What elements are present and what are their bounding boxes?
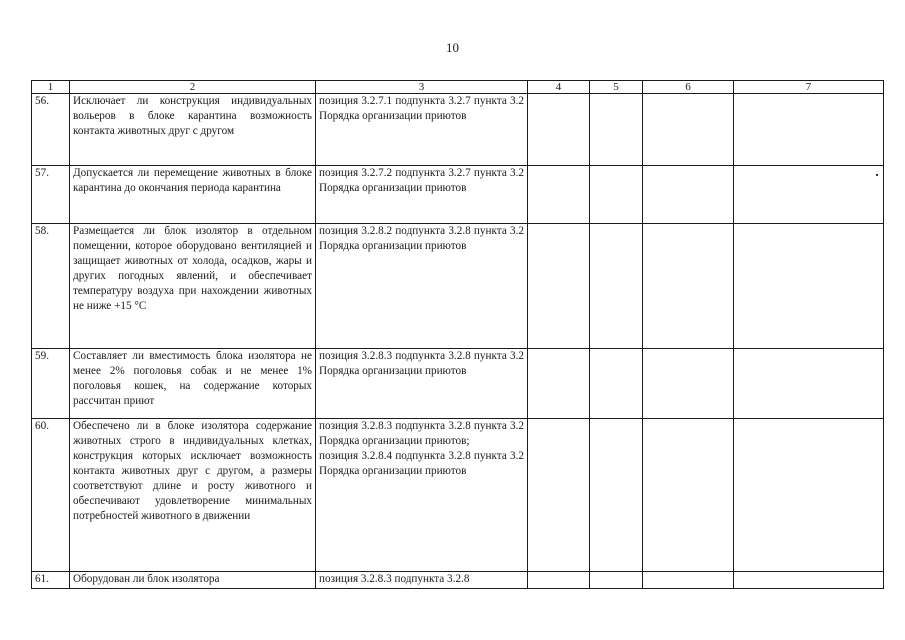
row-number: 56. — [32, 94, 70, 166]
table-row — [32, 349, 884, 419]
column-header-2: 2 — [70, 81, 316, 94]
legal-reference — [316, 94, 528, 166]
column-header-3: 3 — [316, 81, 528, 94]
question-text: Обеспечено ли в блоке изолятора содержание животных строго в индивидуальных клетках, конструкция которых исключает возможность контакта животных друг с другом, а размеры соответствуют длине и росту животного и обеспечивают удовлетворение минимальных потребностей животного в движении — [70, 419, 316, 572]
cell-col-4 — [528, 419, 590, 572]
table-row — [32, 572, 884, 589]
cell-col-4 — [528, 349, 590, 419]
legal-reference — [316, 224, 528, 349]
row-number: 60. — [32, 419, 70, 572]
table-row — [32, 419, 884, 572]
page-number: 10 — [446, 40, 459, 55]
row-number: 61. — [32, 572, 70, 589]
legal-reference-part: позиция 3.2.7.1 подпункта 3.2.7 пункта 3.2 Порядка организации приютов — [319, 95, 524, 122]
legal-reference-part: позиция 3.2.8.4 подпункта 3.2.8 пункта 3.2 Порядка организации приютов — [319, 450, 524, 477]
question-text: Оборудован ли блок изолятора — [70, 572, 316, 589]
cell-col-7 — [734, 94, 884, 166]
cell-col-7 — [734, 572, 884, 589]
column-header-1: 1 — [32, 81, 70, 94]
question-text: Исключает ли конструкция индивидуальных вольеров в блоке карантина возможность контакта животных друг с другом — [70, 94, 316, 166]
cell-col-6 — [643, 419, 734, 572]
cell-col-5 — [590, 349, 643, 419]
legal-reference — [316, 419, 528, 572]
row-number: 57. — [32, 166, 70, 224]
legal-reference — [316, 572, 528, 589]
column-header-5: 5 — [590, 81, 643, 94]
legal-reference-part: позиция 3.2.8.2 подпункта 3.2.8 пункта 3.2 Порядка организации приютов — [319, 225, 524, 252]
cell-col-7 — [734, 349, 884, 419]
column-header-7: 7 — [734, 81, 884, 94]
legal-reference-part: позиция 3.2.8.3 подпункта 3.2.8 пункта 3.2 Порядка организации приютов; — [319, 420, 524, 447]
row-number: 59. — [32, 349, 70, 419]
header-row — [32, 81, 884, 94]
cell-col-5 — [590, 166, 643, 224]
legal-reference-part: позиция 3.2.8.3 подпункта 3.2.8 — [319, 573, 470, 585]
column-header-6: 6 — [643, 81, 734, 94]
table-row — [32, 166, 884, 224]
legal-reference-part: позиция 3.2.8.3 подпункта 3.2.8 пункта 3.2 Порядка организации приютов — [319, 350, 524, 377]
cell-col-7 — [734, 419, 884, 572]
cell-col-7 — [734, 166, 884, 224]
table-row — [32, 224, 884, 349]
cell-col-7 — [734, 224, 884, 349]
legal-reference — [316, 166, 528, 224]
cell-col-5 — [590, 94, 643, 166]
cell-col-4 — [528, 94, 590, 166]
cell-col-6 — [643, 94, 734, 166]
cell-col-5 — [590, 419, 643, 572]
cell-col-4 — [528, 224, 590, 349]
checklist-table — [31, 80, 884, 589]
cell-col-5 — [590, 224, 643, 349]
question-text: Допускается ли перемещение животных в блоке карантина до окончания периода карантина — [70, 166, 316, 224]
question-text: Размещается ли блок изолятор в отдельном помещении, которое оборудовано вентиляцией и защищает животных от холода, осадков, жары и других погодных явлений, и обеспечивает температуру воздуха при нахождении животных не ниже +15 °С — [70, 224, 316, 349]
cell-col-6 — [643, 572, 734, 589]
legal-reference-part: позиция 3.2.7.2 подпункта 3.2.7 пункта 3.2 Порядка организации приютов — [319, 167, 524, 194]
scan-speck — [876, 174, 878, 176]
table-row — [32, 94, 884, 166]
row-number: 58. — [32, 224, 70, 349]
cell-col-4 — [528, 166, 590, 224]
legal-reference — [316, 349, 528, 419]
column-header-4: 4 — [528, 81, 590, 94]
cell-col-6 — [643, 224, 734, 349]
cell-col-6 — [643, 166, 734, 224]
cell-col-4 — [528, 572, 590, 589]
question-text: Составляет ли вместимость блока изолятора не менее 2% поголовья собак и не менее 1% поголовья кошек, на содержание которых рассчитан приют — [70, 349, 316, 419]
cell-col-6 — [643, 349, 734, 419]
cell-col-5 — [590, 572, 643, 589]
